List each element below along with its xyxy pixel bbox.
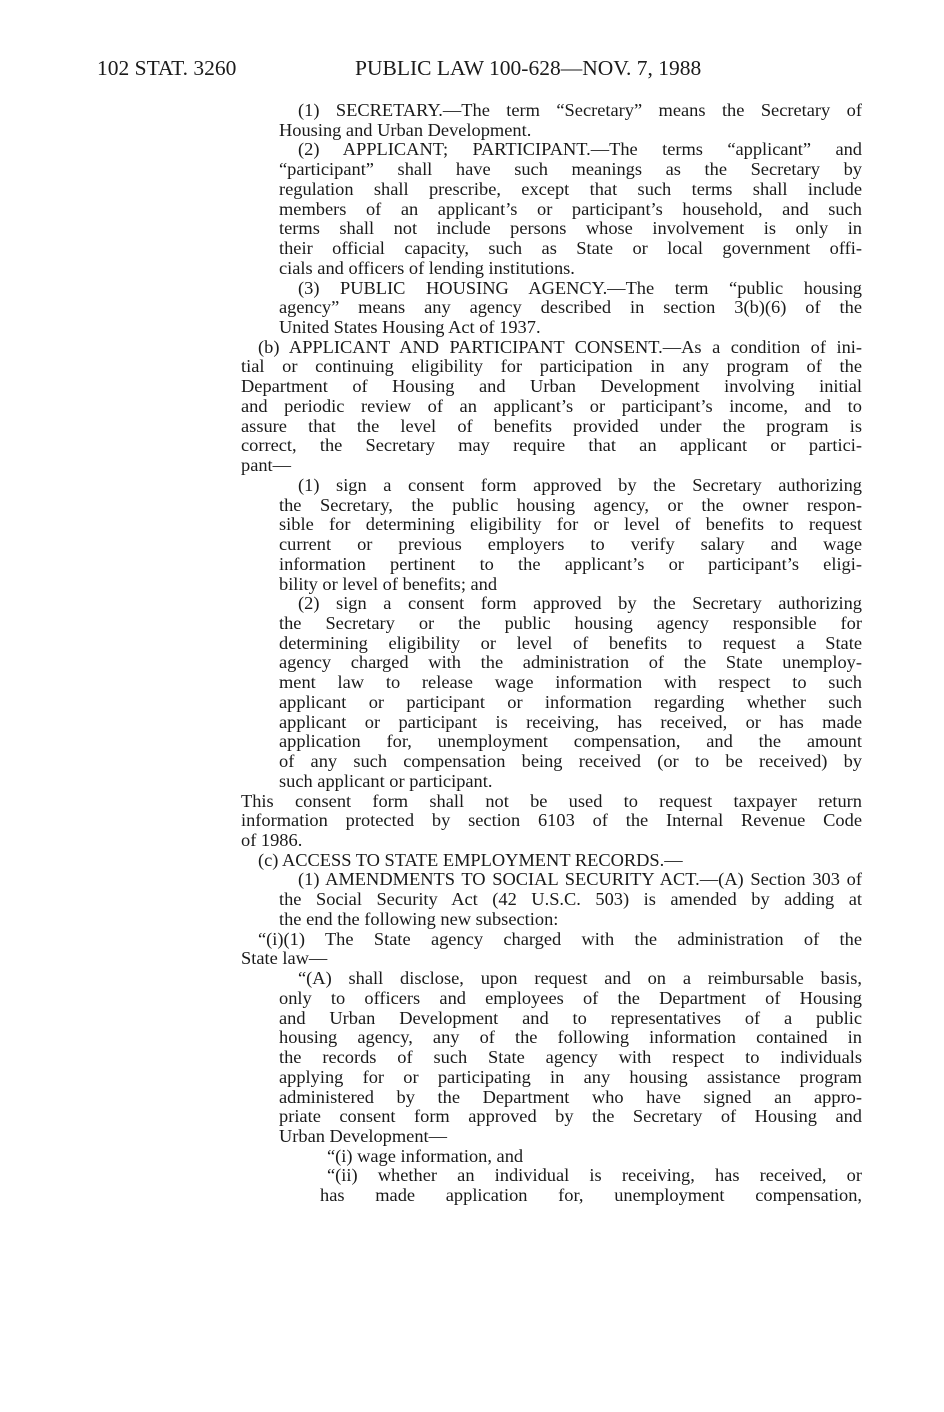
text-line: correct, the Secretary may require that an applicant or partici-: [241, 435, 862, 456]
text-line: the end the following new subsection:: [279, 908, 559, 929]
text-line: assure that the level of benefits provided under the program is: [241, 415, 862, 436]
text-line: priate consent form approved by the Secretary of Housing and: [279, 1106, 862, 1127]
text-line: “(A) shall disclose, upon request and on a reimbursable basis,: [298, 968, 862, 989]
text-line: the records of such State agency with respect to individuals: [279, 1047, 862, 1068]
text-line: current or previous employers to verify salary and wage: [279, 534, 862, 555]
text-line: cials and officers of lending institutions.: [279, 257, 575, 278]
text-line: United States Housing Act of 1937.: [279, 317, 541, 338]
text-line: This consent form shall not be used to request taxpayer return: [241, 790, 862, 811]
text-line: regulation shall prescribe, except that such terms shall include: [279, 178, 862, 199]
text-line: and periodic review of an applicant’s or participant’s income, and to: [241, 395, 862, 416]
text-line: the Social Security Act (42 U.S.C. 503) is amended by adding at: [279, 889, 862, 910]
text-line: “(i) wage information, and: [327, 1145, 524, 1166]
text-line: determining eligibility or level of benefits to request a State: [279, 632, 862, 653]
text-line: “(ii) whether an individual is receiving, has received, or: [327, 1165, 862, 1186]
text-line: applicant or participant is receiving, has received, or has made: [279, 711, 862, 732]
text-line: (1) sign a consent form approved by the Secretary authorizing: [298, 474, 862, 495]
text-line: their official capacity, such as State or local government offi-: [279, 238, 862, 259]
text-line: Department of Housing and Urban Development involving initial: [241, 376, 862, 397]
text-line: (2) APPLICANT; PARTICIPANT.—The terms “applicant” and: [298, 139, 862, 160]
text-line: bility or level of benefits; and: [279, 573, 498, 594]
text-line: administered by the Department who have signed an appro-: [279, 1086, 862, 1107]
text-line: Housing and Urban Development.: [279, 119, 532, 140]
text-line: housing agency, any of the following information contained in: [279, 1027, 862, 1048]
text-line: State law—: [241, 948, 328, 969]
text-line: ment law to release wage information with respect to such: [279, 672, 862, 693]
text-line: “(i)(1) The State agency charged with the administration of the: [258, 928, 862, 949]
stat-page-number: 102 STAT. 3260: [97, 56, 237, 80]
text-line: information protected by section 6103 of the Internal Revenue Code: [241, 810, 862, 831]
text-line: such applicant or participant.: [279, 770, 493, 791]
text-line: the Secretary, the public housing agency, or the owner respon-: [279, 494, 862, 515]
text-line: pant—: [241, 455, 292, 476]
text-line: (2) sign a consent form approved by the Secretary authorizing: [298, 593, 862, 614]
text-line: agency” means any agency described in section 3(b)(6) of the: [279, 297, 862, 318]
text-line: of any such compensation being received (or to be received) by: [279, 751, 862, 772]
text-line: has made application for, unemployment compensation,: [320, 1185, 862, 1206]
text-line: and Urban Development and to representatives of a public: [279, 1007, 862, 1028]
text-line: (1) SECRETARY.—The term “Secretary” means the Secretary of: [298, 100, 862, 120]
text-line: agency charged with the administration of the State unemploy-: [279, 652, 862, 673]
text-line: “participant” shall have such meanings as the Secretary by: [279, 159, 862, 180]
text-line: (1) AMENDMENTS TO SOCIAL SECURITY ACT.—(A) Section 303 of: [298, 869, 862, 890]
page-header: [97, 56, 867, 84]
text-line: (b) APPLICANT AND PARTICIPANT CONSENT.—As a condition of ini-: [258, 336, 862, 357]
text-line: applying for or participating in any housing assistance program: [279, 1066, 862, 1087]
text-line: terms shall not include persons whose involvement is only in: [279, 218, 862, 239]
text-line: only to officers and employees of the Department of Housing: [279, 987, 862, 1008]
text-line: sible for determining eligibility for or level of benefits to request: [279, 514, 862, 535]
text-line: tial or continuing eligibility for participation in any program of the: [241, 356, 862, 377]
text-line: Urban Development—: [279, 1125, 448, 1146]
text-line: members of an applicant’s or participant’s household, and such: [279, 198, 862, 219]
text-line: (3) PUBLIC HOUSING AGENCY.—The term “public housing: [298, 277, 862, 298]
text-line: application for, unemployment compensation, and the amount: [279, 731, 862, 752]
text-line: the Secretary or the public housing agency responsible for: [279, 612, 862, 633]
text-line: of 1986.: [241, 830, 303, 850]
text-line: applicant or participant or information regarding whether such: [279, 691, 862, 712]
text-line: (c) ACCESS TO STATE EMPLOYMENT RECORDS.—: [258, 849, 683, 870]
law-title: PUBLIC LAW 100-628—NOV. 7, 1988: [355, 56, 702, 80]
text-line: information pertinent to the applicant’s or participant’s eligi-: [279, 553, 862, 574]
